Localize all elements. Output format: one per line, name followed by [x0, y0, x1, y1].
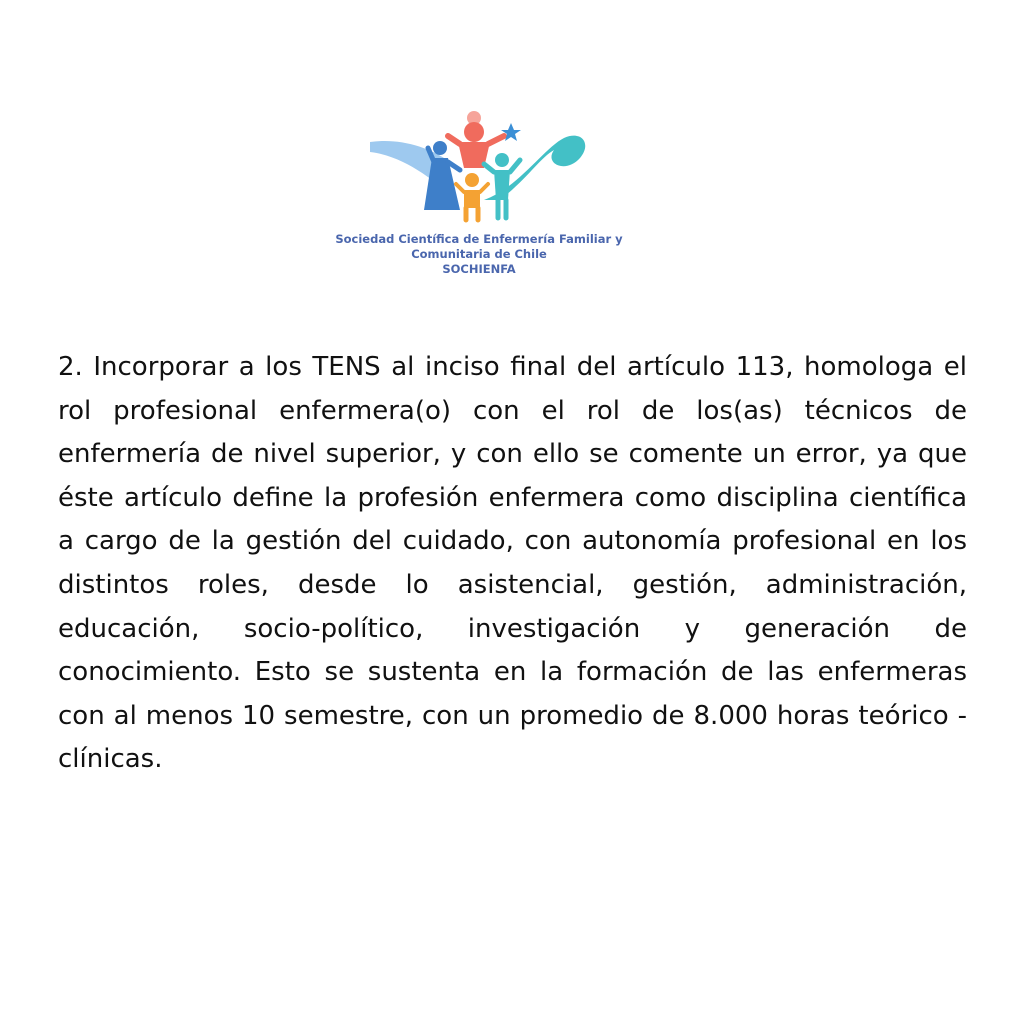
logo-line-3: SOCHIENFA [442, 262, 516, 276]
sochienfa-family-logo-icon [368, 108, 590, 226]
logo-line-1: Sociedad Científica de Enfermería Familiar y [335, 232, 623, 246]
logo-line-2: Comunitaria de Chile [411, 247, 547, 261]
body-paragraph: 2. Incorporar a los TENS al inciso final del artículo 113, homologa el rol profesional enfermera(o) con el rol de los(as) técnicos de enfermería de nivel superior, y con ello se comente un error, ya que éste artículo define la profesión enfermera como disciplina científica a cargo de la gestión del cuidado, con autonomía profesional en los distintos roles, desde lo asistencial, gestión, administración, educación, socio-político, investigación y generación de conocimiento. Esto se sustenta en la formación de las enfermeras con al menos 10 semestre, con un promedio de 8.000 horas teórico - clínicas. [58, 352, 967, 775]
sochienfa-logo [312, 108, 712, 288]
logo-caption [312, 232, 646, 277]
